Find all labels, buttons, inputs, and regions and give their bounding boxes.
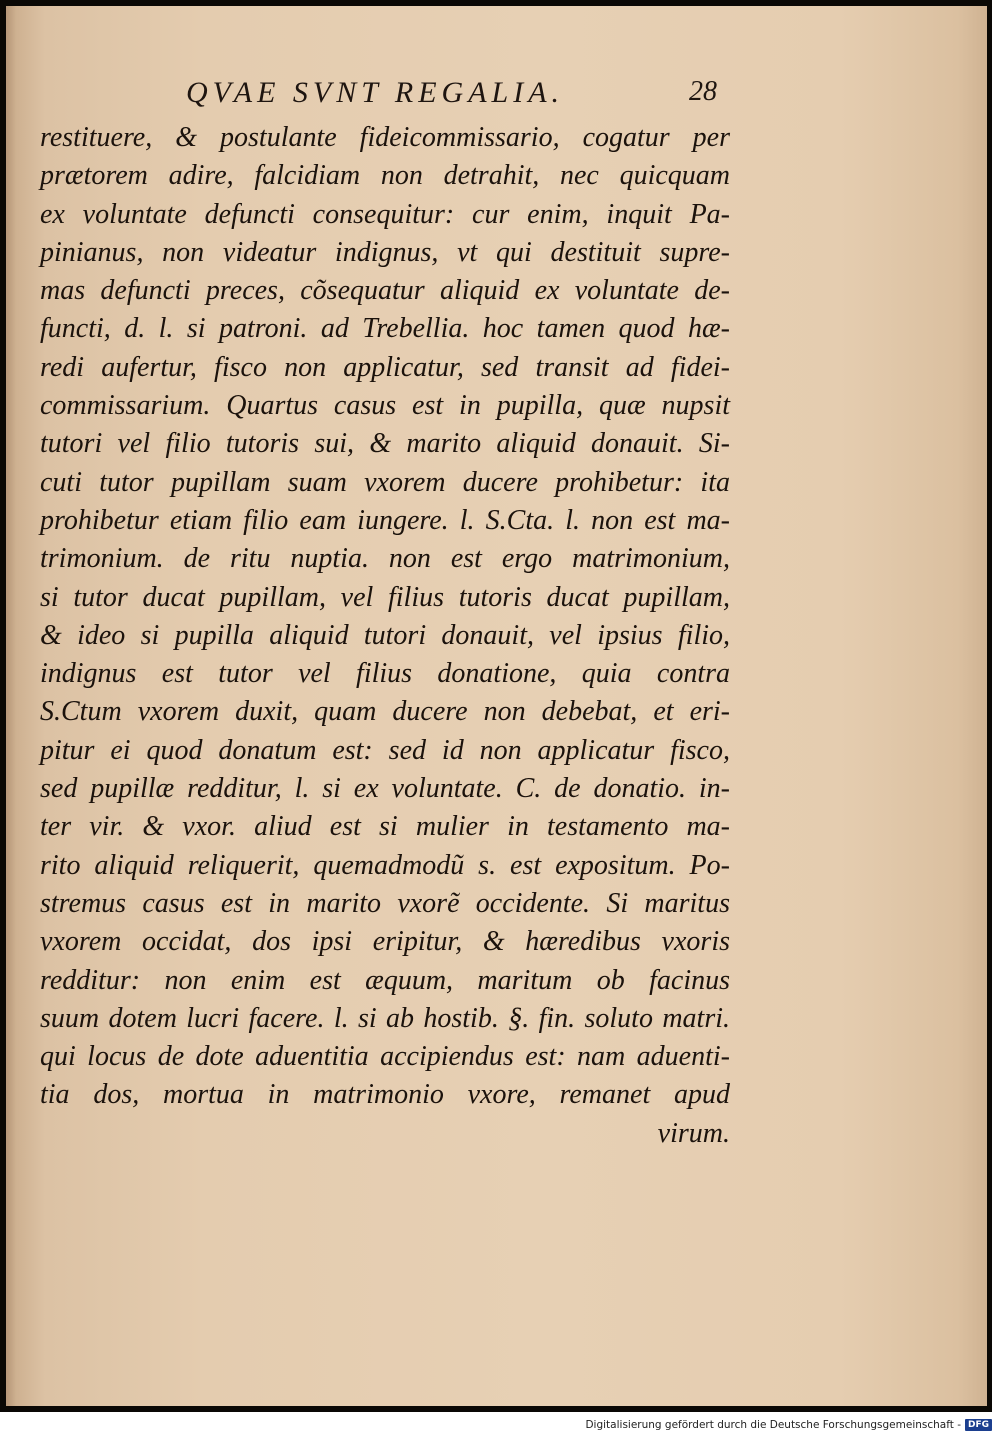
text-line: redi aufertur, fisco non applicatur, sed transit ad fidei- (40, 351, 730, 383)
text-line: cuti tutor pupillam suam vxorem ducere prohibetur: ita (40, 466, 730, 498)
text-line: tutori vel filio tutoris sui, & marito aliquid donauit. Si- (40, 428, 730, 460)
digitization-credit (585, 1418, 992, 1432)
credit-text: Digitalisierung gefördert durch die Deutsche Forschungsgemeinschaft - (585, 1419, 961, 1431)
text-line: qui locus de dote aduentitia accipiendus est: nam aduenti- (40, 1041, 730, 1073)
text-line: trimonium. de ritu nuptia. non est ergo matrimonium, (40, 543, 730, 575)
dfg-logo: DFG (965, 1419, 992, 1431)
text-line: redditur: non enim est æquum, maritum ob facinus (40, 964, 730, 996)
running-head-title: QVAE SVNT REGALIA. (186, 76, 565, 109)
page-gutter-shadow (6, 6, 16, 1406)
text-line: pinianus, non videatur indignus, vt qui destituit supre- (40, 236, 730, 268)
page-number: 28 (689, 76, 717, 107)
text-line: sed pupillæ redditur, l. si ex voluntate. C. de donatio. in- (40, 773, 730, 805)
text-line: pitur ei quod donatum est: sed id non applicatur fisco, (40, 734, 730, 766)
text-line: & ideo si pupilla aliquid tutori donauit, vel ipsius filio, (40, 619, 730, 651)
book-page (6, 6, 987, 1406)
text-line: ter vir. & vxor. aliud est si mulier in testamento ma- (40, 811, 730, 843)
text-line: mas defuncti preces, cõsequatur aliquid ex voluntate de- (40, 275, 730, 307)
text-line: commissarium. Quartus casus est in pupilla, quæ nupsit (40, 390, 730, 422)
text-line: prætorem adire, falcidiam non detrahit, nec quicquam (40, 160, 730, 192)
text-line: vxorem occidat, dos ipsi eripitur, & hæredibus vxoris (40, 926, 730, 958)
text-line: restituere, & postulante fideicommissario, cogatur per (40, 122, 730, 153)
text-line: S.Ctum vxorem duxit, quam ducere non debebat, et eri- (40, 696, 730, 728)
text-line: stremus casus est in marito vxorẽ occidente. Si maritus (40, 887, 730, 919)
text-line: rito aliquid reliquerit, quemadmodũ s. est expositum. Po- (40, 849, 730, 881)
text-line: suum dotem lucri facere. l. si ab hostib. §. fin. soluto matri. (40, 1002, 730, 1034)
text-line: tia dos, mortua in matrimonio vxore, remanet apud (40, 1079, 730, 1111)
running-head (6, 76, 987, 112)
text-block (40, 119, 730, 1153)
text-line: prohibetur etiam filio eam iungere. l. S.Cta. l. non est ma- (40, 504, 730, 536)
text-line-final: virum. (657, 1117, 730, 1149)
text-line: functi, d. l. si patroni. ad Trebellia. hoc tamen quod hæ- (40, 313, 730, 345)
text-line: si tutor ducat pupillam, vel filius tutoris ducat pupillam, (40, 581, 730, 613)
text-line: indignus est tutor vel filius donatione, quia contra (40, 658, 730, 690)
text-line: ex voluntate defuncti consequitur: cur enim, inquit Pa- (40, 198, 730, 230)
